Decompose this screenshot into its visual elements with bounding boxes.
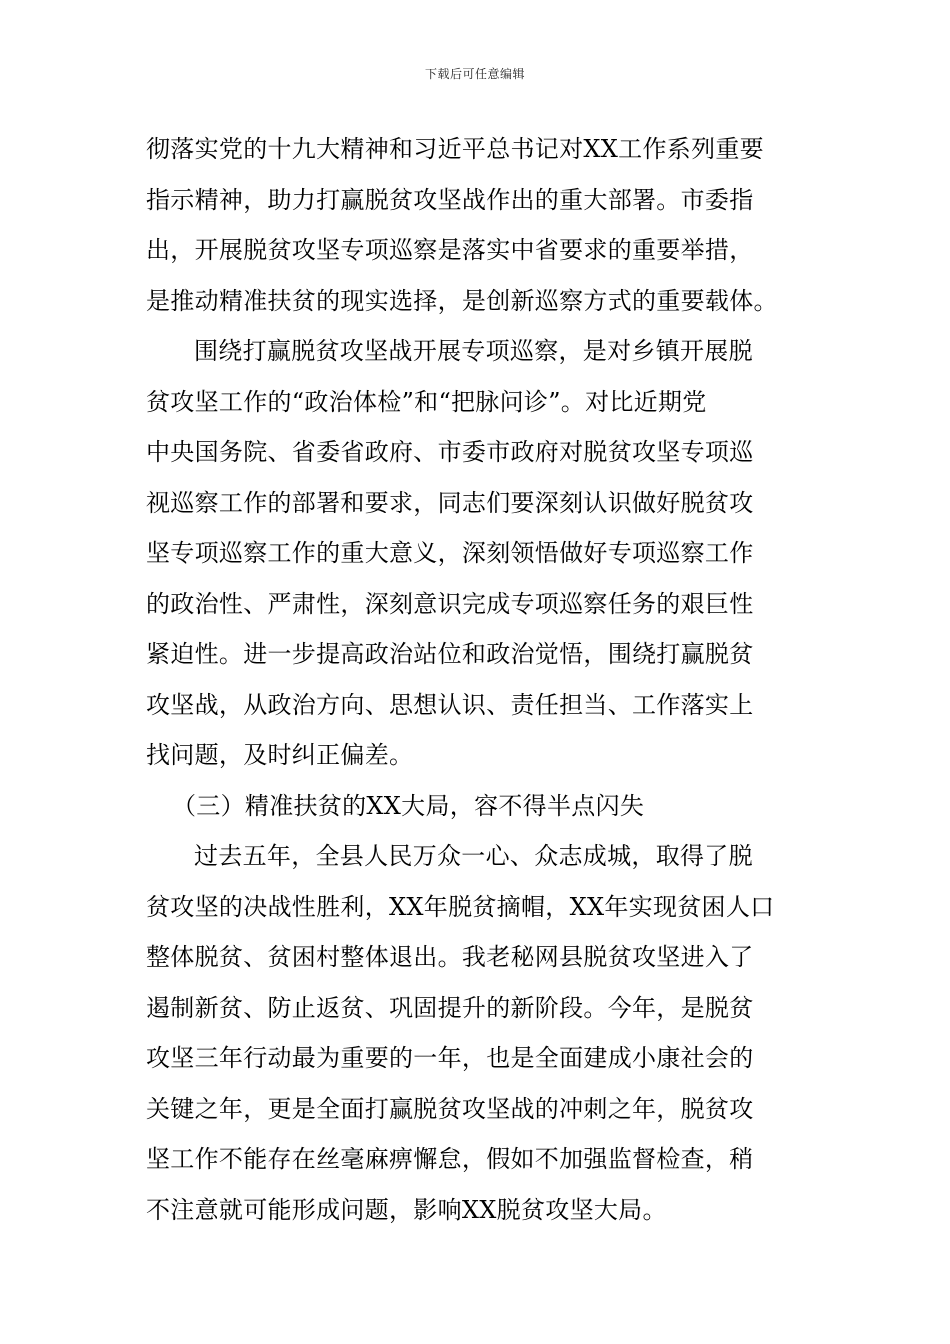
paragraph-3 — [146, 831, 806, 1235]
paragraph-1 — [146, 124, 806, 326]
text-line: 视巡察工作的部署和要求，同志们要深刻认识做好脱贫攻 — [146, 488, 754, 517]
text-line: 遏制新贫、防止返贫、巩固提升的新阶段。今年，是脱贫 — [146, 993, 754, 1022]
text-line: 贫攻坚的决战性胜利，XX年脱贫摘帽，XX年实现贫困人口 — [146, 892, 775, 921]
text-line: 指示精神，助力打赢脱贫攻坚战作出的重大部署。市委指 — [146, 185, 754, 214]
text-line: 不注意就可能形成问题，影响XX脱贫攻坚大局。 — [146, 1195, 667, 1224]
text-line: 彻落实党的十九大精神和习近平总书记对XX工作系列重要 — [146, 135, 764, 163]
text-line: 中央国务院、省委省政府、市委市政府对脱贫攻坚专项巡 — [146, 438, 754, 466]
text-line: 出，开展脱贫攻坚专项巡察是落实中省要求的重要举措， — [146, 236, 754, 264]
text-line: 紧迫性。进一步提高政治站位和政治觉悟，围绕打赢脱贫 — [146, 640, 754, 668]
text-line: 是推动精准扶贫的现实选择，是创新巡察方式的重要载体。 — [146, 286, 778, 315]
text-line: 整体脱贫、贫困村整体退出。我老秘网县脱贫攻坚进入了 — [146, 943, 754, 971]
text-line: 的政治性、严肃性，深刻意识完成专项巡察任务的艰巨性 — [146, 589, 754, 618]
paragraph-2 — [146, 326, 806, 781]
section-heading: （三）精准扶贫的XX大局，容不得半点闪失 — [172, 791, 645, 820]
text-line: 攻坚三年行动最为重要的一年，也是全面建成小康社会的 — [146, 1044, 754, 1072]
document-body — [146, 124, 806, 1235]
text-line: 过去五年，全县人民万众一心、众志成城，取得了脱 — [194, 842, 753, 870]
text-line: 关键之年，更是全面打赢脱贫攻坚战的冲刺之年，脱贫攻 — [146, 1094, 754, 1123]
text-line: 坚专项巡察工作的重大意义，深刻领悟做好专项巡察工作 — [146, 539, 754, 567]
page-header: 下载后可任意编辑 — [424, 67, 525, 81]
text-line: 找问题，及时纠正偏差。 — [146, 741, 414, 769]
text-line: 坚工作不能存在丝毫麻痹懈怠，假如不加强监督检查，稍 — [146, 1145, 754, 1173]
text-line: 贫攻坚工作的“政治体检”和“把脉问诊”。对比近期党 — [146, 387, 707, 416]
text-line: 攻坚战，从政治方向、思想认识、责任担当、工作落实上 — [146, 690, 754, 719]
text-line: 围绕打赢脱贫攻坚战开展专项巡察，是对乡镇开展脱 — [194, 337, 753, 365]
